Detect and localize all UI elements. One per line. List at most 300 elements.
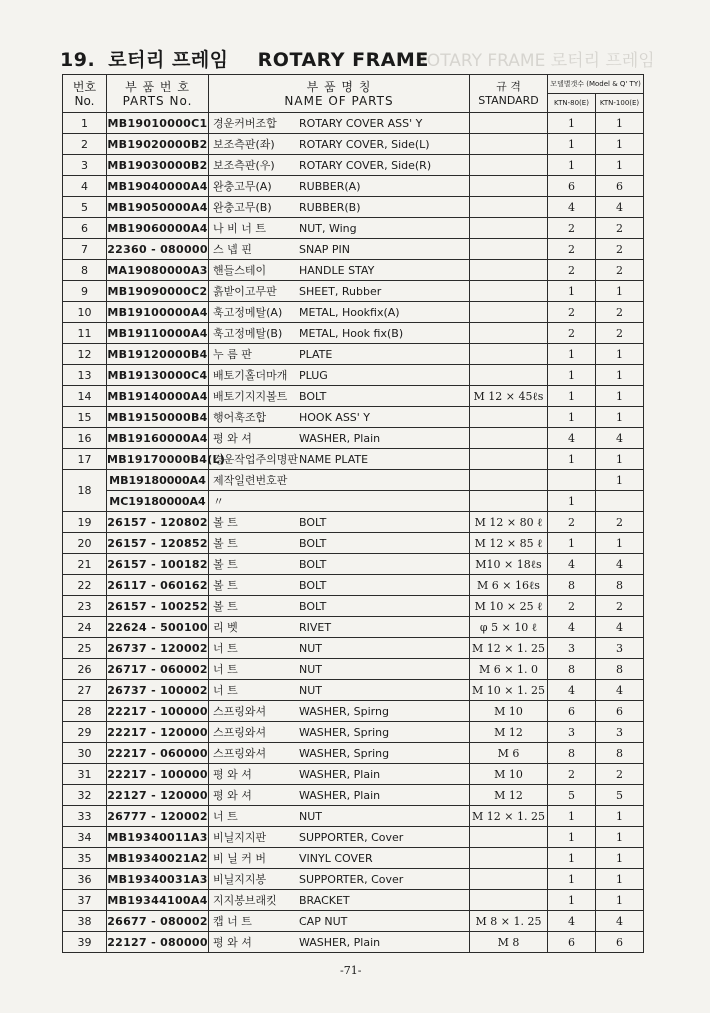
table-row [63,827,644,848]
qty-ktn80: 1 [548,869,596,890]
row-number: 24 [63,617,107,638]
part-name [209,281,470,302]
part-name [209,239,470,260]
row-number: 20 [63,533,107,554]
row-number: 17 [63,449,107,470]
standard: M10 × 18ℓs [470,554,548,575]
qty-ktn100: 1 [596,890,644,911]
qty-ktn100: 8 [596,743,644,764]
part-name-en: BOLT [299,390,327,403]
part-name-ko: 너 트 [213,642,238,655]
qty-ktn80: 4 [548,554,596,575]
qty-ktn80: 4 [548,617,596,638]
table-row [63,323,644,344]
standard [470,407,548,428]
standard [470,218,548,239]
standard: M 12 × 1. 25 [470,638,548,659]
part-number: 26737 - 100002 [107,680,209,701]
part-name-en: WASHER, Plain [299,789,381,802]
qty-ktn80: 6 [548,701,596,722]
part-name-en: WASHER, Spirng [299,705,389,718]
part-name-en: ROTARY COVER, Side(L) [299,138,430,151]
standard: M 10 × 25 ℓ [470,596,548,617]
part-number: MB19090000C2 [107,281,209,302]
qty-ktn100: 4 [596,428,644,449]
part-name [209,386,470,407]
standard [470,890,548,911]
part-name-en: SUPPORTER, Cover [299,831,404,844]
qty-ktn100: 5 [596,785,644,806]
part-name-en: BRACKET [299,894,350,907]
standard: M 12 × 1. 25 [470,806,548,827]
part-number: 26157 - 100182 [107,554,209,575]
part-name [209,638,470,659]
qty-ktn100: 1 [596,155,644,176]
part-name [209,701,470,722]
part-name [209,932,470,953]
table-row [63,680,644,701]
part-name-en: SNAP PIN [299,243,350,256]
table-row [63,533,644,554]
qty-ktn100: 2 [596,596,644,617]
qty-ktn80: 8 [548,659,596,680]
part-name-en: BOLT [299,600,327,613]
part-name [209,911,470,932]
row-number: 30 [63,743,107,764]
part-name [209,659,470,680]
row-number: 39 [63,932,107,953]
standard: M 8 × 1. 25 [470,911,548,932]
part-name-ko: 행어훅조합 [213,411,267,424]
table-row [63,617,644,638]
qty-ktn80: 1 [548,344,596,365]
standard [470,197,548,218]
row-number: 15 [63,407,107,428]
standard [470,449,548,470]
header-name-of-parts [209,75,470,113]
row-number: 12 [63,344,107,365]
header-standard [470,75,548,113]
part-name-ko: 핸들스테이 [213,264,267,277]
part-name [209,512,470,533]
part-name-ko: 너 트 [213,684,238,697]
qty-ktn80: 1 [548,890,596,911]
part-name-ko: 볼 트 [213,558,238,571]
row-number: 27 [63,680,107,701]
qty-ktn80: 4 [548,428,596,449]
table-row [63,932,644,953]
part-name [209,218,470,239]
part-number: 22217 - 120000 [107,722,209,743]
part-name-ko: 비 닐 커 버 [213,852,266,865]
qty-ktn80: 1 [548,449,596,470]
row-number: 26 [63,659,107,680]
part-name [209,470,470,491]
part-name-en: METAL, Hookfix(A) [299,306,400,319]
qty-ktn80: 8 [548,575,596,596]
header-no-ko: 번호 [72,79,97,94]
row-number: 14 [63,386,107,407]
part-name [209,323,470,344]
table-row [63,806,644,827]
part-name-en: WASHER, Plain [299,768,381,781]
part-name-ko: 배토기홀더마개 [213,369,288,382]
row-number: 32 [63,785,107,806]
standard: M 12 [470,722,548,743]
header-model-ktn100: KTN-100(E) [596,94,644,113]
part-name [209,449,470,470]
qty-ktn100: 1 [596,827,644,848]
row-number: 13 [63,365,107,386]
part-name-en: RIVET [299,621,332,634]
part-number: MB19160000A4 [107,428,209,449]
table-row [63,470,644,491]
table-row [63,554,644,575]
part-number: 26717 - 060002 [107,659,209,680]
part-number: MB19340011A3 [107,827,209,848]
part-name-en: HOOK ASS' Y [299,411,371,424]
qty-ktn80: 1 [548,407,596,428]
table-row [63,428,644,449]
part-name-ko: 볼 트 [213,537,238,550]
title-korean: 로터리 프레임 [108,49,229,71]
part-name [209,806,470,827]
part-number: MB19130000C4 [107,365,209,386]
part-number: MB19180000A4 [107,470,209,491]
standard [470,302,548,323]
part-number: MB19150000B4 [107,407,209,428]
page-number: -71- [340,964,362,977]
row-number: 28 [63,701,107,722]
part-name-ko: 평 와 셔 [213,768,252,781]
qty-ktn100: 4 [596,197,644,218]
part-name [209,491,470,512]
part-name-en: WASHER, Spring [299,726,390,739]
part-name-ko: 비닐지지봉 [213,873,267,886]
part-number: MB19110000A4 [107,323,209,344]
part-number: 22127 - 080000 [107,932,209,953]
qty-ktn80 [548,470,596,491]
row-number: 8 [63,260,107,281]
qty-ktn80: 5 [548,785,596,806]
row-number: 36 [63,869,107,890]
qty-ktn80: 4 [548,197,596,218]
row-number: 38 [63,911,107,932]
qty-ktn80: 1 [548,386,596,407]
qty-ktn100 [596,491,644,512]
standard: M 12 × 80 ℓ [470,512,548,533]
standard [470,323,548,344]
qty-ktn100: 1 [596,533,644,554]
qty-ktn100: 2 [596,239,644,260]
part-name-ko: 보조측판(좌) [213,138,275,151]
table-row [63,701,644,722]
qty-ktn100: 6 [596,932,644,953]
part-name-ko: 보조측판(우) [213,159,275,172]
header-parts-no-ko: 부 품 번 호 [125,79,190,94]
standard [470,827,548,848]
part-number: MB19340031A3 [107,869,209,890]
qty-ktn80: 1 [548,827,596,848]
header-model-qty: 모델별갯수 (Model & Q' TY) [548,75,644,94]
part-number: MA19080000A3 [107,260,209,281]
qty-ktn80: 2 [548,218,596,239]
qty-ktn100: 1 [596,470,644,491]
part-name-ko: 볼 트 [213,579,238,592]
part-name [209,680,470,701]
qty-ktn100: 4 [596,617,644,638]
row-number: 21 [63,554,107,575]
part-name-ko: 리 벳 [213,621,238,634]
part-name [209,260,470,281]
standard [470,428,548,449]
row-number: 11 [63,323,107,344]
part-name [209,869,470,890]
part-name-en: BOLT [299,516,327,529]
qty-ktn80: 2 [548,764,596,785]
part-name-en: WASHER, Spring [299,747,390,760]
qty-ktn100: 1 [596,449,644,470]
qty-ktn80: 1 [548,155,596,176]
table-row [63,890,644,911]
part-name-ko: 훅고정메탈(B) [213,327,283,340]
part-name-en: BOLT [299,537,327,550]
part-name [209,365,470,386]
part-name [209,617,470,638]
part-number: 26737 - 120002 [107,638,209,659]
row-number: 23 [63,596,107,617]
standard [470,470,548,491]
part-number: 22624 - 500100 [107,617,209,638]
row-number: 25 [63,638,107,659]
part-name [209,533,470,554]
part-name-ko: 흙받이고무판 [213,285,277,298]
qty-ktn100: 1 [596,113,644,134]
part-name [209,176,470,197]
part-name [209,890,470,911]
part-number: 22127 - 120000 [107,785,209,806]
standard: M 12 × 45ℓs [470,386,548,407]
part-name-ko: 누 름 판 [213,348,252,361]
qty-ktn100: 4 [596,680,644,701]
header-model-ktn80: KTN-80(E) [548,94,596,113]
part-name-ko: 완충고무(A) [213,180,272,193]
table-row [63,113,644,134]
part-name-ko: 캡 너 트 [213,915,252,928]
table-row [63,638,644,659]
qty-ktn80: 1 [548,848,596,869]
part-number: 26117 - 060162 [107,575,209,596]
table-row [63,176,644,197]
part-name-ko: 평 와 셔 [213,936,252,949]
part-name-ko: 〃 [213,495,224,508]
part-number: MB19344100A4 [107,890,209,911]
standard [470,134,548,155]
qty-ktn80: 3 [548,638,596,659]
part-number: MB19020000B2 [107,134,209,155]
part-name-ko: 볼 트 [213,516,238,529]
part-name [209,827,470,848]
part-name-ko: 너 트 [213,663,238,676]
table-row [63,869,644,890]
title-english: ROTARY FRAME [257,49,429,71]
table-row [63,491,644,512]
row-number: 7 [63,239,107,260]
part-name-ko: 너 트 [213,810,238,823]
standard [470,848,548,869]
qty-ktn100: 4 [596,554,644,575]
row-number: 22 [63,575,107,596]
table-row [63,407,644,428]
qty-ktn100: 3 [596,638,644,659]
part-number: MB19340021A2 [107,848,209,869]
qty-ktn80: 2 [548,512,596,533]
qty-ktn80: 2 [548,596,596,617]
standard [470,281,548,302]
part-number: 22360 - 080000 [107,239,209,260]
qty-ktn100: 2 [596,260,644,281]
part-name-en: PLUG [299,369,328,382]
row-number: 34 [63,827,107,848]
qty-ktn80: 1 [548,491,596,512]
part-name-en: NUT, Wing [299,222,357,235]
part-name [209,428,470,449]
standard: M 10 [470,764,548,785]
table-row [63,260,644,281]
row-number: 6 [63,218,107,239]
part-name-en: PLATE [299,348,333,361]
row-number: 37 [63,890,107,911]
part-name [209,197,470,218]
qty-ktn80: 1 [548,134,596,155]
table-row [63,218,644,239]
table-row [63,722,644,743]
standard: M 12 [470,785,548,806]
part-name-ko: 스프링와셔 [213,705,267,718]
qty-ktn100: 3 [596,722,644,743]
header-parts-no-en: PARTS No. [122,93,193,108]
part-number: MB19030000B2 [107,155,209,176]
part-name-en: ROTARY COVER, Side(R) [299,159,432,172]
row-number: 9 [63,281,107,302]
standard [470,113,548,134]
qty-ktn100: 1 [596,344,644,365]
standard [470,155,548,176]
qty-ktn100: 1 [596,134,644,155]
part-name-ko: 스 넵 핀 [213,243,252,256]
table-row [63,596,644,617]
qty-ktn80: 8 [548,743,596,764]
qty-ktn80: 3 [548,722,596,743]
part-number: MB19050000A4 [107,197,209,218]
header-no-en: No. [74,93,95,108]
part-number: 26157 - 120852 [107,533,209,554]
part-name-ko: 경운작업주의명판 [213,453,299,466]
part-name [209,575,470,596]
header-parts-no [107,75,209,113]
part-name-en: NUT [299,663,322,676]
part-name-ko: 스프링와셔 [213,747,267,760]
faded-bleedthrough-text: ROTARY FRAME 로터리 프레임 [415,51,655,71]
part-name-en: RUBBER(B) [299,201,361,214]
standard: M 6 × 1. 0 [470,659,548,680]
standard: φ 5 × 10 ℓ [470,617,548,638]
qty-ktn80: 2 [548,323,596,344]
qty-ktn100: 2 [596,323,644,344]
table-row [63,365,644,386]
part-number: MB19120000B4 [107,344,209,365]
standard: M 10 × 1. 25 [470,680,548,701]
header-std-ko: 규 격 [496,79,521,93]
part-name-en: NUT [299,642,322,655]
qty-ktn80: 4 [548,911,596,932]
standard: M 6 × 16ℓs [470,575,548,596]
table-row [63,764,644,785]
qty-ktn80: 1 [548,533,596,554]
table-row [63,281,644,302]
part-name [209,302,470,323]
table-row [63,743,644,764]
part-name-en: METAL, Hook fix(B) [299,327,404,340]
table-row [63,575,644,596]
page-title [60,45,429,72]
qty-ktn100: 2 [596,512,644,533]
part-number: 22217 - 060000 [107,743,209,764]
table-row [63,239,644,260]
table-row [63,302,644,323]
table-row [63,134,644,155]
part-name-en: WASHER, Plain [299,936,381,949]
part-name [209,848,470,869]
row-number: 35 [63,848,107,869]
part-name-en: BOLT [299,558,327,571]
qty-ktn100: 1 [596,281,644,302]
table-row [63,848,644,869]
qty-ktn100: 1 [596,869,644,890]
part-name-en: NUT [299,684,322,697]
part-name [209,596,470,617]
part-number: 26157 - 120802 [107,512,209,533]
part-name-ko: 평 와 셔 [213,789,252,802]
standard [470,869,548,890]
part-name [209,554,470,575]
standard [470,239,548,260]
qty-ktn80: 6 [548,176,596,197]
qty-ktn80: 2 [548,302,596,323]
qty-ktn100: 2 [596,302,644,323]
row-number: 18 [63,470,107,512]
part-name-ko: 경운커버조합 [213,117,277,130]
part-name-ko: 제작일련번호판 [213,474,288,487]
qty-ktn80: 1 [548,281,596,302]
standard [470,260,548,281]
qty-ktn100: 1 [596,848,644,869]
standard: M 6 [470,743,548,764]
part-name-ko: 배토기지지볼트 [213,390,288,403]
part-name [209,764,470,785]
part-number: 26677 - 080002 [107,911,209,932]
part-name [209,155,470,176]
part-number: MB19040000A4 [107,176,209,197]
qty-ktn100: 8 [596,659,644,680]
row-number: 10 [63,302,107,323]
row-number: 33 [63,806,107,827]
parts-table [62,74,644,953]
part-name [209,134,470,155]
table-row [63,449,644,470]
table-row [63,344,644,365]
part-number: 22217 - 100000 [107,701,209,722]
